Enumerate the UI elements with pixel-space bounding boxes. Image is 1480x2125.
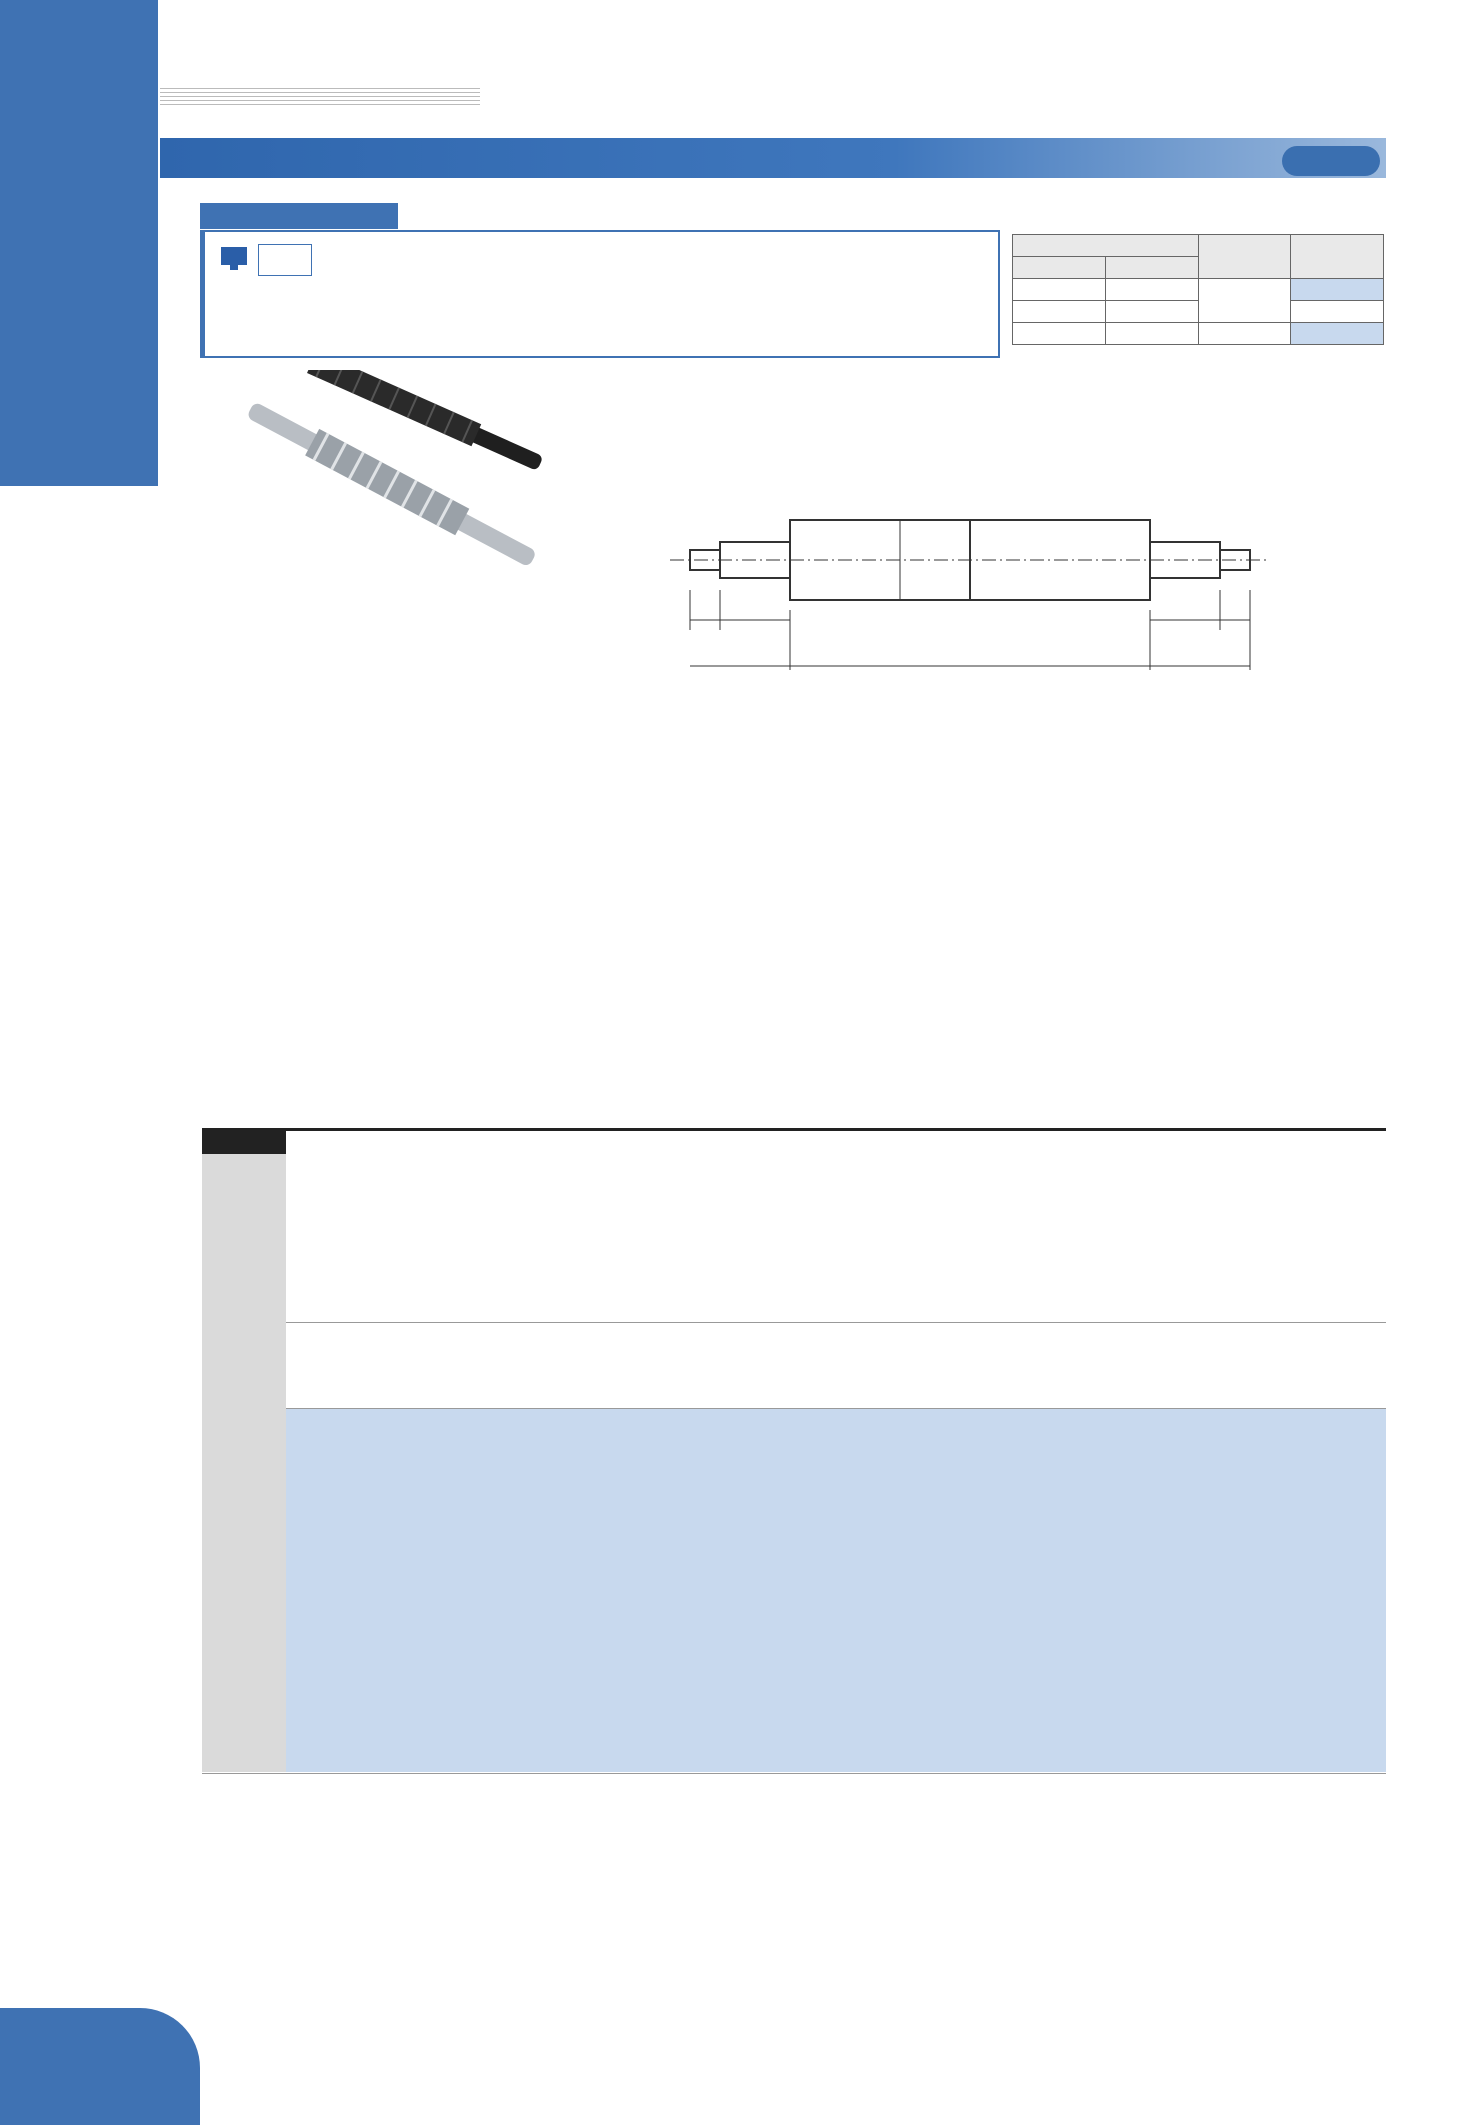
page-number-tab (0, 2008, 200, 2125)
th-left-thread (1105, 257, 1198, 279)
surface-cell (1291, 279, 1384, 301)
surface-cell (1291, 323, 1384, 345)
th-surface (1291, 235, 1384, 279)
product-photo (240, 370, 570, 570)
brand-banner (160, 84, 480, 112)
sidebar-header (0, 0, 158, 486)
dimension-drawing (610, 470, 1300, 690)
code-material-table (1012, 234, 1384, 345)
code-cell (1105, 279, 1198, 301)
th-material (1198, 235, 1291, 279)
th-code (1013, 235, 1199, 257)
code-cell (1013, 323, 1106, 345)
example-label (258, 244, 312, 276)
title-bar (160, 138, 1386, 178)
code-cell (1013, 301, 1106, 323)
surface-cell (1291, 301, 1384, 323)
description-area (286, 1408, 1386, 1772)
material-cell (1198, 323, 1291, 345)
addproc-headers (286, 1130, 1386, 1154)
th-right-thread (1013, 257, 1106, 279)
badge-days (1282, 146, 1380, 176)
delivery-badge (1282, 128, 1392, 180)
monitor-icon (220, 246, 250, 272)
guide-box (200, 230, 1000, 358)
code-cell (1105, 301, 1198, 323)
guide-tab (200, 203, 398, 229)
row-label-desc (202, 1408, 286, 1772)
code-cell (1013, 279, 1106, 301)
addproc-title (202, 1128, 286, 1154)
code-cell (1105, 323, 1198, 345)
row-label-drawing (202, 1154, 286, 1322)
row-label-spec (202, 1322, 286, 1408)
material-cell (1198, 279, 1291, 323)
